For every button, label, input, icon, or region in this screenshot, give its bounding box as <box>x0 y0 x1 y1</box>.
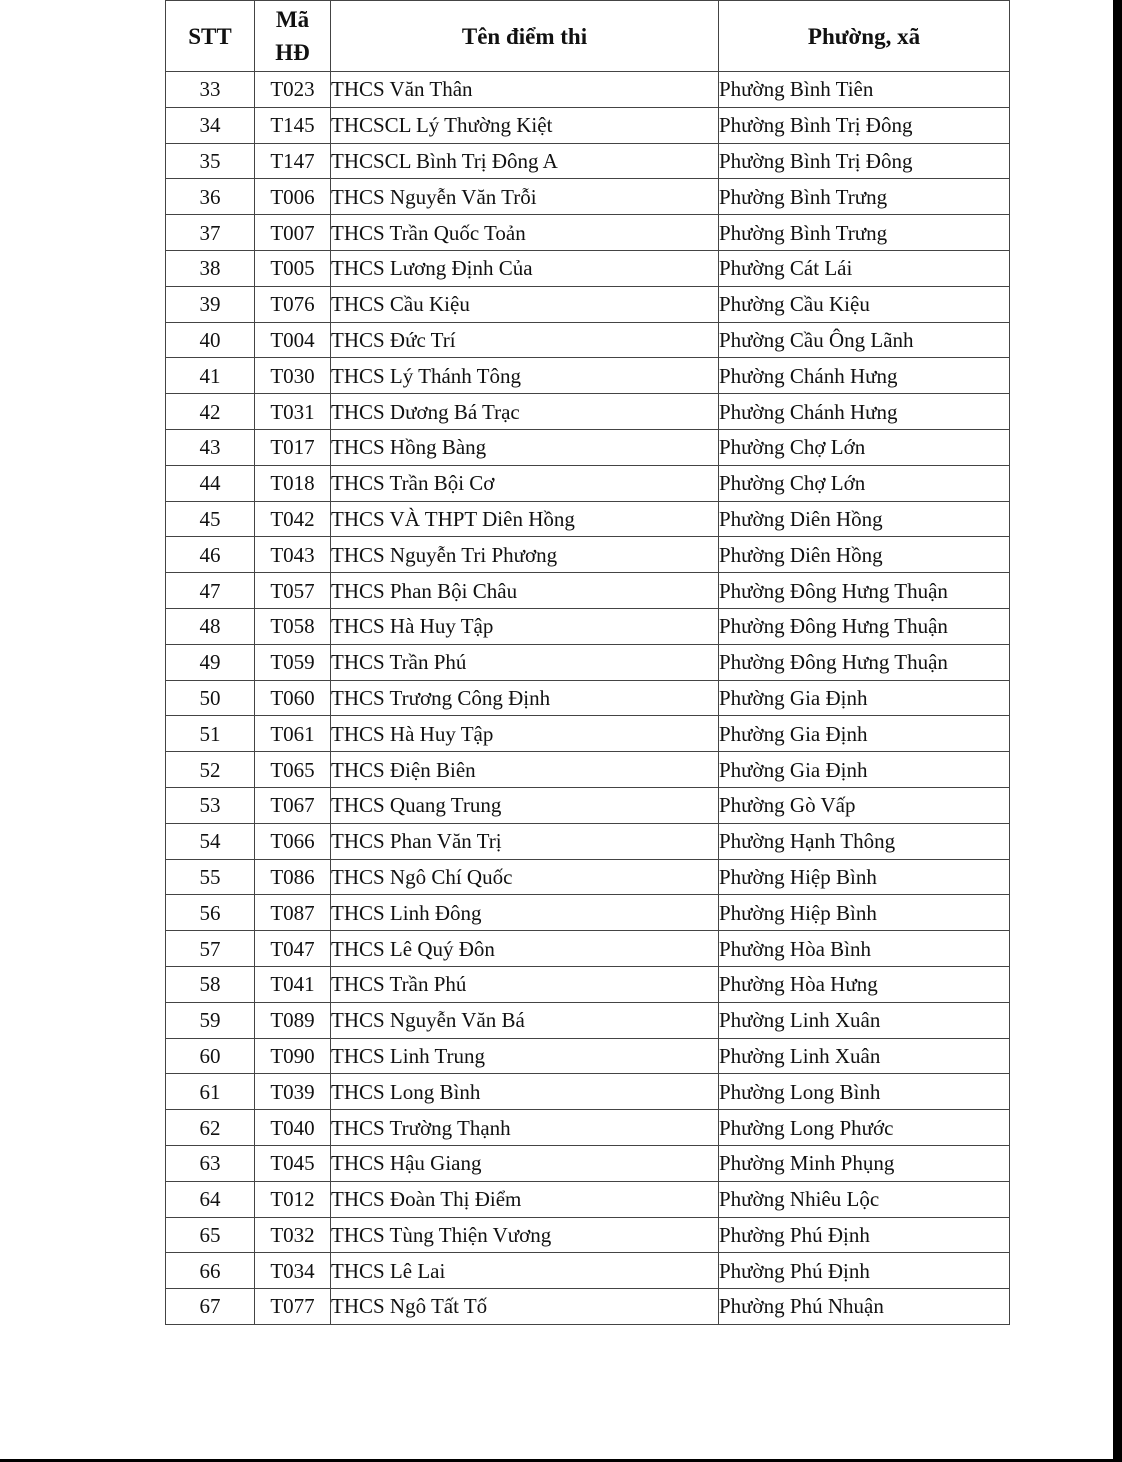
cell-site-name: THCS Đức Trí <box>331 322 719 358</box>
cell-ward: Phường Cát Lái <box>719 250 1010 286</box>
cell-stt: 33 <box>166 72 255 108</box>
cell-stt: 46 <box>166 537 255 573</box>
table-row <box>166 859 1010 895</box>
cell-ward: Phường Phú Định <box>719 1217 1010 1253</box>
table-row <box>166 1217 1010 1253</box>
cell-stt: 41 <box>166 358 255 394</box>
cell-site-name: THCS Quang Trung <box>331 787 719 823</box>
table-row <box>166 107 1010 143</box>
cell-site-name: THCS Ngô Tất Tố <box>331 1289 719 1325</box>
cell-stt: 40 <box>166 322 255 358</box>
cell-site-name: THCS Trần Phú <box>331 644 719 680</box>
table-row <box>166 250 1010 286</box>
cell-stt: 50 <box>166 680 255 716</box>
table-row <box>166 179 1010 215</box>
cell-code: T057 <box>255 573 331 609</box>
table-row <box>166 358 1010 394</box>
cell-code: T059 <box>255 644 331 680</box>
table-row <box>166 215 1010 251</box>
cell-stt: 36 <box>166 179 255 215</box>
cell-code: T040 <box>255 1110 331 1146</box>
cell-code: T065 <box>255 752 331 788</box>
cell-ward: Phường Gia Định <box>719 716 1010 752</box>
cell-stt: 63 <box>166 1145 255 1181</box>
cell-ward: Phường Cầu Kiệu <box>719 286 1010 322</box>
cell-site-name: THCS Hà Huy Tập <box>331 608 719 644</box>
cell-site-name: THCS Trường Thạnh <box>331 1110 719 1146</box>
table-row <box>166 1002 1010 1038</box>
cell-site-name: THCS Lê Lai <box>331 1253 719 1289</box>
table-row <box>166 72 1010 108</box>
cell-code: T017 <box>255 429 331 465</box>
table-row <box>166 322 1010 358</box>
cell-ward: Phường Phú Định <box>719 1253 1010 1289</box>
header-code-line1: Mã <box>275 7 310 32</box>
table-row <box>166 787 1010 823</box>
cell-site-name: THCS Trần Quốc Toản <box>331 215 719 251</box>
cell-stt: 35 <box>166 143 255 179</box>
header-ward: Phường, xã <box>719 1 1010 72</box>
cell-site-name: THCSCL Bình Trị Đông A <box>331 143 719 179</box>
header-code <box>255 1 331 72</box>
cell-code: T061 <box>255 716 331 752</box>
cell-site-name: THCS Dương Bá Trạc <box>331 394 719 430</box>
page-right-edge <box>1113 0 1122 1462</box>
table-row <box>166 823 1010 859</box>
cell-ward: Phường Chánh Hưng <box>719 394 1010 430</box>
cell-ward: Phường Bình Trị Đông <box>719 107 1010 143</box>
cell-code: T031 <box>255 394 331 430</box>
cell-site-name: THCS VÀ THPT Diên Hồng <box>331 501 719 537</box>
cell-stt: 42 <box>166 394 255 430</box>
cell-ward: Phường Hòa Hưng <box>719 966 1010 1002</box>
cell-site-name: THCS Linh Đông <box>331 895 719 931</box>
table-header <box>166 1 1010 72</box>
table-row <box>166 931 1010 967</box>
table-row <box>166 465 1010 501</box>
cell-ward: Phường Đông Hưng Thuận <box>719 573 1010 609</box>
cell-code: T012 <box>255 1181 331 1217</box>
cell-site-name: THCS Trương Công Định <box>331 680 719 716</box>
cell-code: T023 <box>255 72 331 108</box>
table-row <box>166 680 1010 716</box>
cell-site-name: THCS Phan Văn Trị <box>331 823 719 859</box>
table-row <box>166 394 1010 430</box>
cell-stt: 38 <box>166 250 255 286</box>
cell-stt: 47 <box>166 573 255 609</box>
cell-code: T060 <box>255 680 331 716</box>
header-code-line2: HĐ <box>275 40 310 65</box>
cell-ward: Phường Gò Vấp <box>719 787 1010 823</box>
cell-site-name: THCS Long Bình <box>331 1074 719 1110</box>
cell-ward: Phường Gia Định <box>719 752 1010 788</box>
cell-ward: Phường Bình Trị Đông <box>719 143 1010 179</box>
cell-stt: 57 <box>166 931 255 967</box>
header-site-name: Tên điểm thi <box>331 1 719 72</box>
cell-site-name: THCS Hậu Giang <box>331 1145 719 1181</box>
table-row <box>166 752 1010 788</box>
cell-stt: 45 <box>166 501 255 537</box>
cell-code: T087 <box>255 895 331 931</box>
cell-code: T089 <box>255 1002 331 1038</box>
cell-code: T004 <box>255 322 331 358</box>
cell-ward: Phường Bình Trưng <box>719 179 1010 215</box>
cell-ward: Phường Minh Phụng <box>719 1145 1010 1181</box>
cell-code: T045 <box>255 1145 331 1181</box>
cell-ward: Phường Long Bình <box>719 1074 1010 1110</box>
cell-site-name: THCS Đoàn Thị Điểm <box>331 1181 719 1217</box>
cell-ward: Phường Linh Xuân <box>719 1038 1010 1074</box>
cell-stt: 66 <box>166 1253 255 1289</box>
cell-ward: Phường Long Phước <box>719 1110 1010 1146</box>
cell-ward: Phường Hạnh Thông <box>719 823 1010 859</box>
table-row <box>166 1074 1010 1110</box>
cell-site-name: THCS Hồng Bàng <box>331 429 719 465</box>
cell-site-name: THCS Nguyễn Văn Bá <box>331 1002 719 1038</box>
cell-code: T076 <box>255 286 331 322</box>
cell-code: T147 <box>255 143 331 179</box>
cell-site-name: THCS Trần Bội Cơ <box>331 465 719 501</box>
cell-stt: 44 <box>166 465 255 501</box>
cell-code: T041 <box>255 966 331 1002</box>
cell-site-name: THCS Lê Quý Đôn <box>331 931 719 967</box>
header-stt: STT <box>166 1 255 72</box>
cell-code: T145 <box>255 107 331 143</box>
cell-code: T067 <box>255 787 331 823</box>
table-row <box>166 573 1010 609</box>
cell-ward: Phường Nhiêu Lộc <box>719 1181 1010 1217</box>
cell-site-name: THCSCL Lý Thường Kiệt <box>331 107 719 143</box>
cell-stt: 48 <box>166 608 255 644</box>
cell-site-name: THCS Phan Bội Châu <box>331 573 719 609</box>
table-row <box>166 1145 1010 1181</box>
cell-site-name: THCS Linh Trung <box>331 1038 719 1074</box>
cell-site-name: THCS Điện Biên <box>331 752 719 788</box>
header-row <box>166 1 1010 72</box>
cell-site-name: THCS Nguyễn Văn Trỗi <box>331 179 719 215</box>
cell-stt: 61 <box>166 1074 255 1110</box>
table-row <box>166 286 1010 322</box>
cell-site-name: THCS Cầu Kiệu <box>331 286 719 322</box>
cell-site-name: THCS Ngô Chí Quốc <box>331 859 719 895</box>
cell-stt: 62 <box>166 1110 255 1146</box>
cell-code: T043 <box>255 537 331 573</box>
cell-ward: Phường Hiệp Bình <box>719 859 1010 895</box>
cell-site-name: THCS Tùng Thiện Vương <box>331 1217 719 1253</box>
cell-ward: Phường Diên Hồng <box>719 537 1010 573</box>
cell-site-name: THCS Lương Định Của <box>331 250 719 286</box>
cell-stt: 55 <box>166 859 255 895</box>
cell-site-name: THCS Lý Thánh Tông <box>331 358 719 394</box>
cell-stt: 67 <box>166 1289 255 1325</box>
cell-code: T090 <box>255 1038 331 1074</box>
exam-sites-table <box>165 0 1010 1325</box>
cell-stt: 43 <box>166 429 255 465</box>
cell-ward: Phường Gia Định <box>719 680 1010 716</box>
cell-code: T077 <box>255 1289 331 1325</box>
table-row <box>166 143 1010 179</box>
cell-ward: Phường Diên Hồng <box>719 501 1010 537</box>
cell-code: T007 <box>255 215 331 251</box>
table-row <box>166 608 1010 644</box>
table-body <box>166 72 1010 1325</box>
table-row <box>166 1110 1010 1146</box>
cell-ward: Phường Bình Tiên <box>719 72 1010 108</box>
cell-code: T006 <box>255 179 331 215</box>
table-row <box>166 501 1010 537</box>
table-row <box>166 966 1010 1002</box>
cell-code: T042 <box>255 501 331 537</box>
cell-stt: 56 <box>166 895 255 931</box>
table-row <box>166 644 1010 680</box>
table-row <box>166 1253 1010 1289</box>
cell-ward: Phường Hòa Bình <box>719 931 1010 967</box>
cell-code: T086 <box>255 859 331 895</box>
cell-site-name: THCS Nguyễn Tri Phương <box>331 537 719 573</box>
cell-ward: Phường Chợ Lớn <box>719 465 1010 501</box>
cell-stt: 49 <box>166 644 255 680</box>
table-row <box>166 429 1010 465</box>
cell-ward: Phường Linh Xuân <box>719 1002 1010 1038</box>
cell-stt: 59 <box>166 1002 255 1038</box>
cell-ward: Phường Đông Hưng Thuận <box>719 644 1010 680</box>
cell-code: T032 <box>255 1217 331 1253</box>
cell-code: T066 <box>255 823 331 859</box>
cell-ward: Phường Cầu Ông Lãnh <box>719 322 1010 358</box>
table-row <box>166 895 1010 931</box>
cell-stt: 52 <box>166 752 255 788</box>
cell-site-name: THCS Văn Thân <box>331 72 719 108</box>
cell-stt: 51 <box>166 716 255 752</box>
cell-code: T030 <box>255 358 331 394</box>
cell-stt: 54 <box>166 823 255 859</box>
cell-code: T018 <box>255 465 331 501</box>
cell-stt: 65 <box>166 1217 255 1253</box>
table-row <box>166 1181 1010 1217</box>
cell-stt: 34 <box>166 107 255 143</box>
cell-stt: 60 <box>166 1038 255 1074</box>
cell-stt: 37 <box>166 215 255 251</box>
cell-stt: 64 <box>166 1181 255 1217</box>
table-row <box>166 716 1010 752</box>
cell-stt: 53 <box>166 787 255 823</box>
cell-code: T034 <box>255 1253 331 1289</box>
cell-stt: 58 <box>166 966 255 1002</box>
table-row <box>166 537 1010 573</box>
cell-code: T058 <box>255 608 331 644</box>
cell-ward: Phường Hiệp Bình <box>719 895 1010 931</box>
cell-ward: Phường Phú Nhuận <box>719 1289 1010 1325</box>
cell-ward: Phường Bình Trưng <box>719 215 1010 251</box>
cell-ward: Phường Chánh Hưng <box>719 358 1010 394</box>
table-row <box>166 1038 1010 1074</box>
cell-code: T047 <box>255 931 331 967</box>
cell-ward: Phường Đông Hưng Thuận <box>719 608 1010 644</box>
cell-code: T005 <box>255 250 331 286</box>
cell-site-name: THCS Trần Phú <box>331 966 719 1002</box>
cell-site-name: THCS Hà Huy Tập <box>331 716 719 752</box>
cell-code: T039 <box>255 1074 331 1110</box>
cell-ward: Phường Chợ Lớn <box>719 429 1010 465</box>
cell-stt: 39 <box>166 286 255 322</box>
table-row <box>166 1289 1010 1325</box>
